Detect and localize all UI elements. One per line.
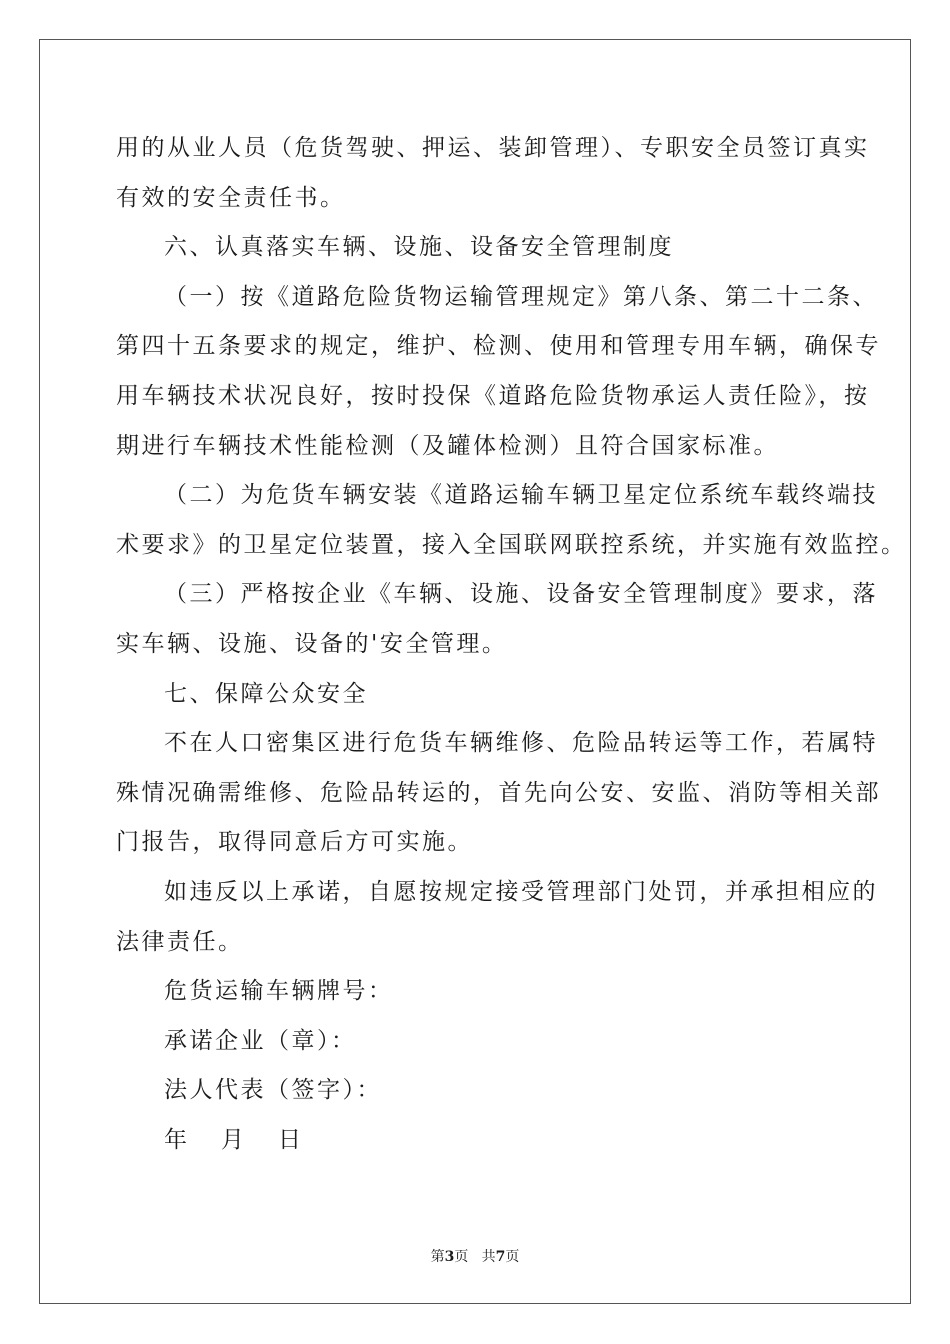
text-line: （三）严格按企业《车辆、设施、设备安全管理制度》要求，落 bbox=[164, 581, 878, 608]
date-day: 日 bbox=[278, 1126, 301, 1153]
text-line: 如违反以上承诺，自愿按规定接受管理部门处罚，并承担相应的 bbox=[164, 878, 878, 905]
date-month: 月 bbox=[221, 1126, 244, 1153]
text-line: 用的从业人员（危货驾驶、押运、装卸管理）、专职安全员签订真实 bbox=[116, 135, 870, 161]
text-line: 用车辆技术状况良好，按时投保《道路危险货物承运人责任险》，按 bbox=[116, 382, 870, 409]
footer-prefix: 第 bbox=[430, 1249, 445, 1265]
text-line: 实车辆、设施、设备的'安全管理。 bbox=[116, 630, 508, 657]
date-year: 年 bbox=[164, 1126, 187, 1153]
footer-page-label: 页 bbox=[454, 1249, 469, 1265]
text-line: 术要求》的卫星定位装置，接入全国联网联控系统，并实施有效监控。 bbox=[116, 531, 907, 558]
text-line: 门报告，取得同意后方可实施。 bbox=[116, 829, 473, 856]
document-body bbox=[116, 124, 907, 1165]
text-line: （一）按《道路危险货物运输管理规定》第八条、第二十二条、 bbox=[164, 283, 878, 310]
total-pages: 7 bbox=[495, 1249, 506, 1265]
date-line bbox=[116, 1116, 838, 1166]
text-line: 第四十五条要求的规定，维护、检测、使用和管理专用车辆，确保专 bbox=[116, 333, 881, 360]
text-line: 不在人口密集区进行危货车辆维修、危险品转运等工作，若属特 bbox=[164, 730, 878, 757]
footer-total-prefix: 共 bbox=[481, 1249, 496, 1265]
text-line: 期进行车辆技术性能检测（及罐体检测）且符合国家标准。 bbox=[116, 432, 779, 459]
footer-total-label: 页 bbox=[505, 1249, 520, 1265]
page-footer bbox=[0, 1246, 950, 1266]
vehicle-plate-field: 危货运输车辆牌号： bbox=[164, 978, 394, 1005]
text-line: 殊情况确需维修、危险品转运的，首先向公安、安监、消防等相关部 bbox=[116, 779, 881, 806]
section-heading: 七、保障公众安全 bbox=[164, 680, 368, 707]
text-line: 法律责任。 bbox=[116, 928, 244, 955]
section-heading: 六、认真落实车辆、设施、设备安全管理制度 bbox=[164, 234, 674, 261]
text-line: （二）为危货车辆安装《道路运输车辆卫星定位系统车载终端技 bbox=[164, 482, 878, 509]
text-line: 有效的安全责任书。 bbox=[116, 184, 346, 211]
page-number: 3 bbox=[444, 1249, 455, 1265]
company-seal-field: 承诺企业（章）： bbox=[164, 1027, 357, 1054]
legal-rep-signature-field: 法人代表（签字）： bbox=[164, 1077, 382, 1104]
